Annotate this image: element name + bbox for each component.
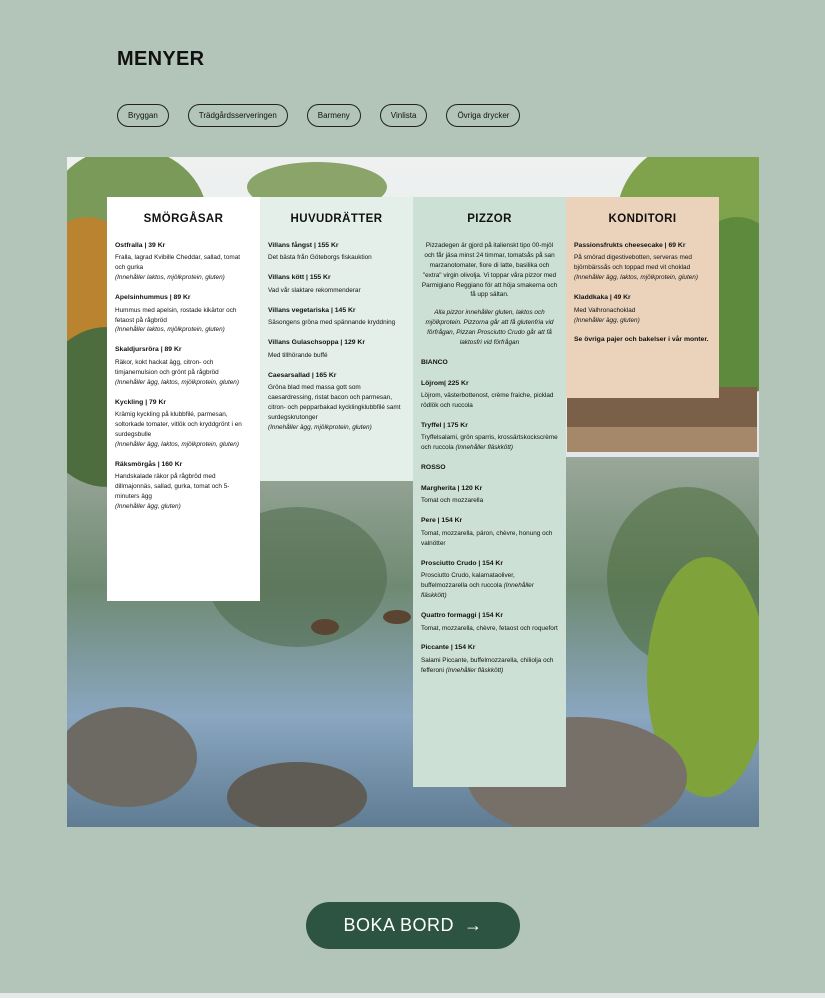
menu-item (421, 516, 558, 548)
subheading-rosso: ROSSO (421, 464, 446, 472)
menu-item (421, 643, 558, 675)
item-allergens: (Innehåller fläskkött) (445, 666, 504, 674)
hero-image (67, 157, 759, 827)
item-name: Ostfralla | 39 Kr (115, 241, 166, 249)
item-name: Villans fångst | 155 Kr (268, 241, 339, 249)
item-name: Villans kött | 155 Kr (268, 274, 331, 282)
item-desc: Tomat, mozzarella, päron, chèvre, honung och valnötter (421, 529, 553, 547)
tab-barmeny[interactable]: Barmeny (307, 104, 361, 127)
menu-item (421, 421, 558, 453)
menu-item (421, 484, 558, 506)
item-name: Skaldjursröra | 89 Kr (115, 346, 182, 354)
item-desc: Löjrom, västerbottenost, crème fraiche, picklad rödlök och ruccola (421, 392, 554, 410)
item-allergens: (Innehåller ägg, gluten) (115, 503, 181, 511)
menu-item (115, 345, 252, 387)
menu-tabs (117, 104, 520, 127)
menu-item (268, 306, 405, 328)
item-name: Kyckling | 79 Kr (115, 398, 167, 406)
page-title: MENYER (117, 48, 205, 70)
column-konditori (566, 197, 719, 398)
item-name: Pere | 154 Kr (421, 517, 463, 525)
item-name: Caesarsallad | 165 Kr (268, 371, 337, 379)
menu-item (115, 460, 252, 512)
menu-item (421, 379, 558, 411)
item-name: Räksmörgås | 160 Kr (115, 460, 183, 468)
column-huvudratter (260, 197, 413, 481)
konditori-note: Se övriga pajer och bakelser i vår monter. (574, 336, 709, 344)
menu-item (268, 241, 405, 263)
menu-item (115, 293, 252, 335)
item-desc: Salami Piccante, buffelmozzarella, chiliolja och fefferoni (421, 656, 554, 674)
menu-item (115, 241, 252, 283)
item-name: Quattro formaggi | 154 Kr (421, 611, 503, 619)
item-desc: Med tillhörande buffé (268, 351, 328, 359)
item-desc: Räkor, kokt hackat ägg, citron- och timjanemulsion och grönt på rågbröd (115, 358, 219, 376)
book-table-button[interactable] (306, 902, 520, 949)
item-desc: Hummus med apelsin, rostade kikärtor och fetaost på rågbröd (115, 306, 237, 324)
item-desc: Krämig kyckling på klubbfilé, parmesan, soltorkade tomater, vitlök och kryddgrönt i en surdegsbulle (115, 411, 242, 439)
tab-bryggan[interactable]: Bryggan (117, 104, 169, 127)
item-allergens: (Innehåller laktos, mjölkprotein, gluten) (115, 274, 225, 282)
arrow-right-icon: → (464, 915, 483, 935)
tab-vinlista[interactable]: Vinlista (380, 104, 428, 127)
item-name: Kladdkaka | 49 Kr (574, 294, 631, 302)
item-allergens: (Innehåller ägg, gluten) (574, 316, 640, 324)
item-desc: Vad vår slaktare rekommenderar (268, 286, 361, 294)
item-desc: Det bästa från Göteborgs fiskauktion (268, 254, 372, 262)
menu-item (574, 293, 711, 325)
footer-divider (0, 993, 825, 998)
item-allergens: (Innehåller laktos, mjölkprotein, gluten) (115, 326, 225, 334)
menu-item (574, 241, 711, 283)
item-name: Tryffel | 175 Kr (421, 421, 468, 429)
item-name: Apelsinhummus | 89 Kr (115, 294, 191, 302)
section-heading: KONDITORI (608, 213, 677, 225)
item-name: Löjrom| 225 Kr (421, 379, 469, 387)
item-desc: Tomat och mozzarella (421, 497, 484, 505)
item-desc: På smörad digestivebotten, serveras med björnbärssås och toppad med vit choklad (574, 254, 692, 272)
pizza-intro: Pizzadegen är gjord på italienskt tipo 00-mjöl och får jäsa minst 24 timmar, tomatsås på san marzanotomater, fiore di latte, basilika och "extra" virgin olivolja. Vi toppar våra pizzor med Parmigiano Reggiano för att höja smakerna och få upp sältan. (421, 241, 558, 299)
item-allergens: (Innehåller fläskkött) (421, 582, 534, 600)
menu-item (421, 611, 558, 633)
subheading-bianco: BIANCO (421, 359, 448, 367)
item-name: Villans vegetariska | 145 Kr (268, 306, 356, 314)
item-desc: Gröna blad med massa gott som caesardressing, ristat bacon och parmesan, citron- och pepparbakad kycklingklubbfilé samt surdegskrutonger (268, 384, 401, 421)
item-name: Villans Gulaschsoppa | 129 Kr (268, 339, 365, 347)
menu-item (268, 338, 405, 360)
section-heading: PIZZOR (467, 213, 512, 225)
menu-item (268, 371, 405, 433)
item-name: Passionsfrukts cheesecake | 69 Kr (574, 241, 686, 249)
menu-item (268, 273, 405, 295)
book-table-label: BOKA BORD (343, 915, 455, 935)
item-desc: Handskalade räkor på rågbröd med dillmajonnäs, sallad, gurka, tomat och 5-minuters ägg (115, 473, 230, 501)
section-heading: SMÖRGÅSAR (143, 213, 224, 225)
menu-item (115, 398, 252, 450)
tab-ovriga-drycker[interactable]: Övriga drycker (446, 104, 520, 127)
item-name: Piccante | 154 Kr (421, 644, 476, 652)
item-desc: Säsongens gröna med spännande kryddning (268, 319, 396, 327)
item-desc: Fralla, lagrad Kvibille Cheddar, sallad, tomat och gurka (115, 254, 241, 272)
pizza-allergen-note: Alla pizzor innehåller gluten, laktos och mjölkprotein. Pizzorna går att få glutenfria vid förfrågan, Pizzan Prosciutto Crudo går att få laktosfri vid förfrågan (425, 309, 554, 347)
item-name: Prosciutto Crudo | 154 Kr (421, 559, 503, 567)
column-smorgasar (107, 197, 260, 601)
section-heading: HUVUDRÄTTER (290, 213, 383, 225)
item-allergens: (Innehåller ägg, mjölkprotein, gluten) (268, 423, 372, 431)
item-desc: Tomat, mozzarella, chèvre, fetaost och roquefort (421, 624, 558, 632)
item-desc: Prosciutto Crudo, kalamataoliver, buffelmozzarella och ruccola (421, 572, 515, 590)
menu-item (421, 559, 558, 601)
item-allergens: (Innehåller ägg, laktos, mjölkprotein, gluten) (574, 274, 698, 282)
item-name: Margherita | 120 Kr (421, 484, 483, 492)
column-pizzor (413, 197, 566, 787)
item-allergens: (Innehåller ägg, laktos, mjölkprotein, gluten) (115, 378, 239, 386)
item-allergens: (Innehåller fläskkött) (455, 444, 514, 452)
item-desc: Med Valhronachoklad (574, 306, 636, 314)
item-allergens: (Innehåller ägg, laktos, mjölkprotein, gluten) (115, 441, 239, 448)
tab-tradgardsserveringen[interactable]: Trädgårdsserveringen (188, 104, 288, 127)
item-desc: Tryffelsalami, grön sparris, krossärtskockscrème och ruccola (421, 434, 558, 452)
